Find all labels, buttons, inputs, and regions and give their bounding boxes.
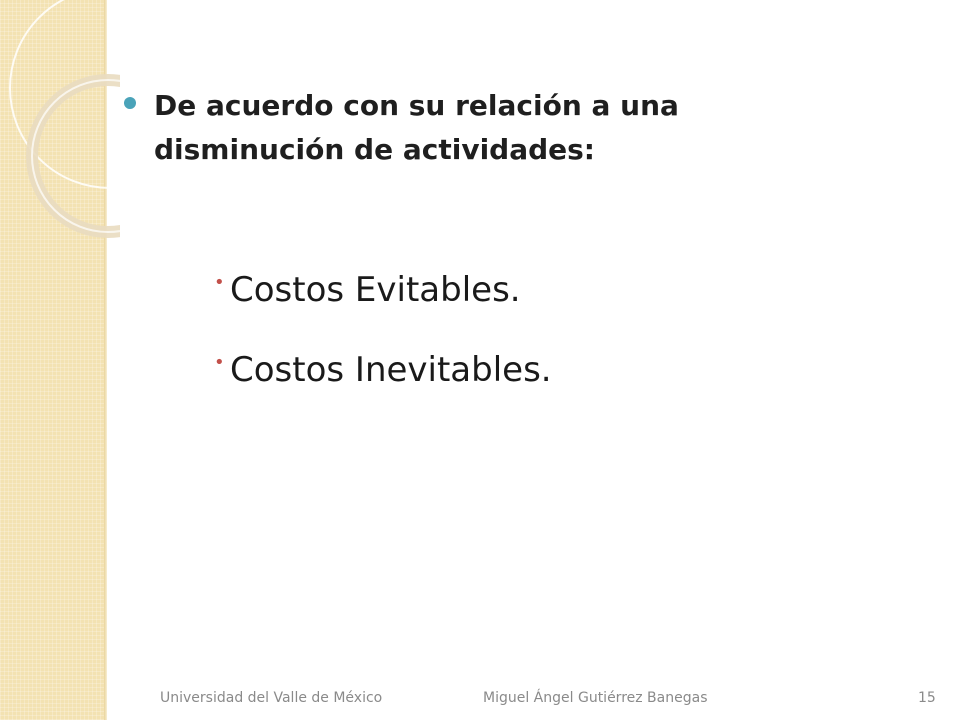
sub-list — [214, 250, 552, 410]
list-item-label: Costos Inevitables. — [230, 350, 552, 390]
heading-bullet — [124, 97, 136, 109]
list-item-label: Costos Evitables. — [230, 270, 521, 310]
list-item — [214, 330, 552, 410]
slide-number: 15 — [918, 690, 936, 706]
list-item — [214, 250, 552, 330]
slide-heading: De acuerdo con su relación a una disminución de actividades: — [154, 89, 679, 166]
footer-author: Miguel Ángel Gutiérrez Banegas — [483, 690, 708, 706]
sub-bullet-icon: • — [214, 272, 225, 293]
decorative-ring-inner — [32, 80, 120, 232]
decorative-rings — [0, 0, 120, 260]
decorative-ring-thick — [32, 80, 120, 232]
sub-bullet-icon: • — [214, 352, 225, 373]
footer-institution: Universidad del Valle de México — [160, 690, 383, 706]
